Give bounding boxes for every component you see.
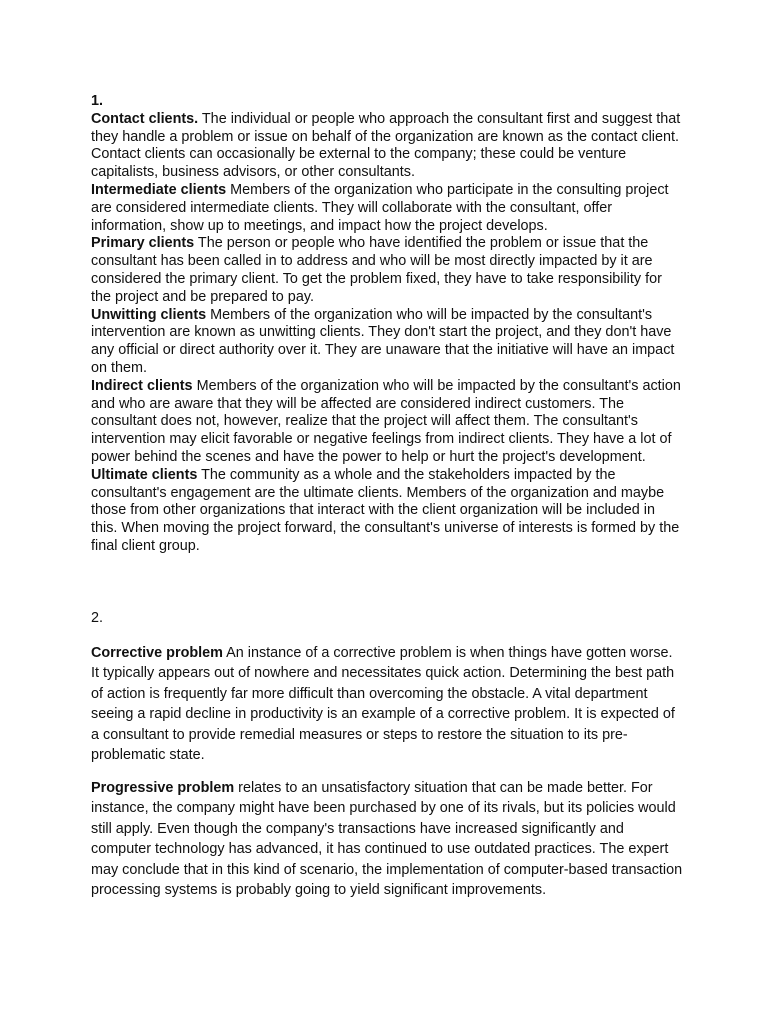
definition-text: Members of the organization who will be impacted by the consultant's intervention are known as unwitting clients. They don't start the project, and they don't have any official or direct authority over it. They are unaware that the initiative will have an impact on them. bbox=[91, 306, 675, 376]
section-1-number: 1. bbox=[91, 93, 104, 109]
definition-contact-clients bbox=[91, 111, 683, 182]
section-2-number: 2. bbox=[91, 610, 104, 626]
term: Ultimate clients bbox=[91, 466, 198, 483]
definition-ultimate-clients bbox=[91, 467, 683, 556]
definition-text: The community as a whole and the stakeholders impacted by the consultant's engagement are the ultimate clients. Members of the organization and maybe those from other organizations that interact with the client organization will be included in this. When moving the project forward, the consultant's universe of interests is formed by the final client group. bbox=[91, 466, 680, 554]
definition-text: The person or people who have identified the problem or issue that the consultant has been called in to address and who will be most directly impacted by it are considered the primary client. To get the problem fixed, they have to take responsibility for the project and be prepared to pay. bbox=[91, 235, 662, 305]
definition-primary-clients bbox=[91, 235, 683, 306]
definition-text: Members of the organization who participate in the consulting project are considered intermediate clients. They will collaborate with the consultant, offer information, show up to meetings, and impact how the project develops. bbox=[91, 181, 669, 234]
section-2 bbox=[91, 608, 683, 913]
definition-text: relates to an unsatisfactory situation that can be made better. For instance, the company might have been purchased by one of its rivals, but its policies would still apply. Even though the company's transactions have increased significantly and computer technology has advanced, it has continued to use outdated practices. The expert may conclude that in this kind of scenario, the implementation of computer-based transaction processing systems is probably going to yield significant improvements. bbox=[91, 779, 683, 898]
term: Contact clients. bbox=[91, 110, 199, 127]
definition-text: The individual or people who approach the consultant first and suggest that they handle a problem or issue on behalf of the organization are known as the contact client. Contact clients can occasionally be external to the company; these could be venture capitalists, business advisors, or other consultants. bbox=[91, 110, 681, 181]
term: Primary clients bbox=[91, 235, 195, 252]
definition-text: An instance of a corrective problem is when things have gotten worse. It typically appears out of nowhere and necessitates quick action. Determining the best path of action is frequently far more difficult than overcoming the obstacle. A vital department seeing a rapid decline in productivity is an example of a corrective problem. It is expected of a consultant to provide remedial measures or steps to restore the situation to its pre-problematic state. bbox=[91, 644, 675, 763]
definition-unwitting-clients bbox=[91, 307, 683, 378]
term: Progressive problem bbox=[91, 779, 235, 796]
term: Indirect clients bbox=[91, 377, 193, 394]
definition-intermediate-clients bbox=[91, 182, 683, 235]
term: Corrective problem bbox=[91, 644, 223, 661]
section-1 bbox=[91, 93, 683, 556]
definition-indirect-clients bbox=[91, 378, 683, 467]
term: Unwitting clients bbox=[91, 306, 207, 323]
definition-progressive-problem bbox=[91, 778, 683, 901]
term: Intermediate clients bbox=[91, 181, 227, 198]
definition-text: Members of the organization who will be impacted by the consultant's action and who are aware that they will be affected are considered indirect customers. The consultant does not, however, realize that the project will affect them. The consultant's intervention may elicit favorable or negative feelings from indirect clients. They have a lot of power behind the scenes and have the power to help or hurt the project's development. bbox=[91, 377, 681, 465]
definition-corrective-problem bbox=[91, 643, 683, 766]
